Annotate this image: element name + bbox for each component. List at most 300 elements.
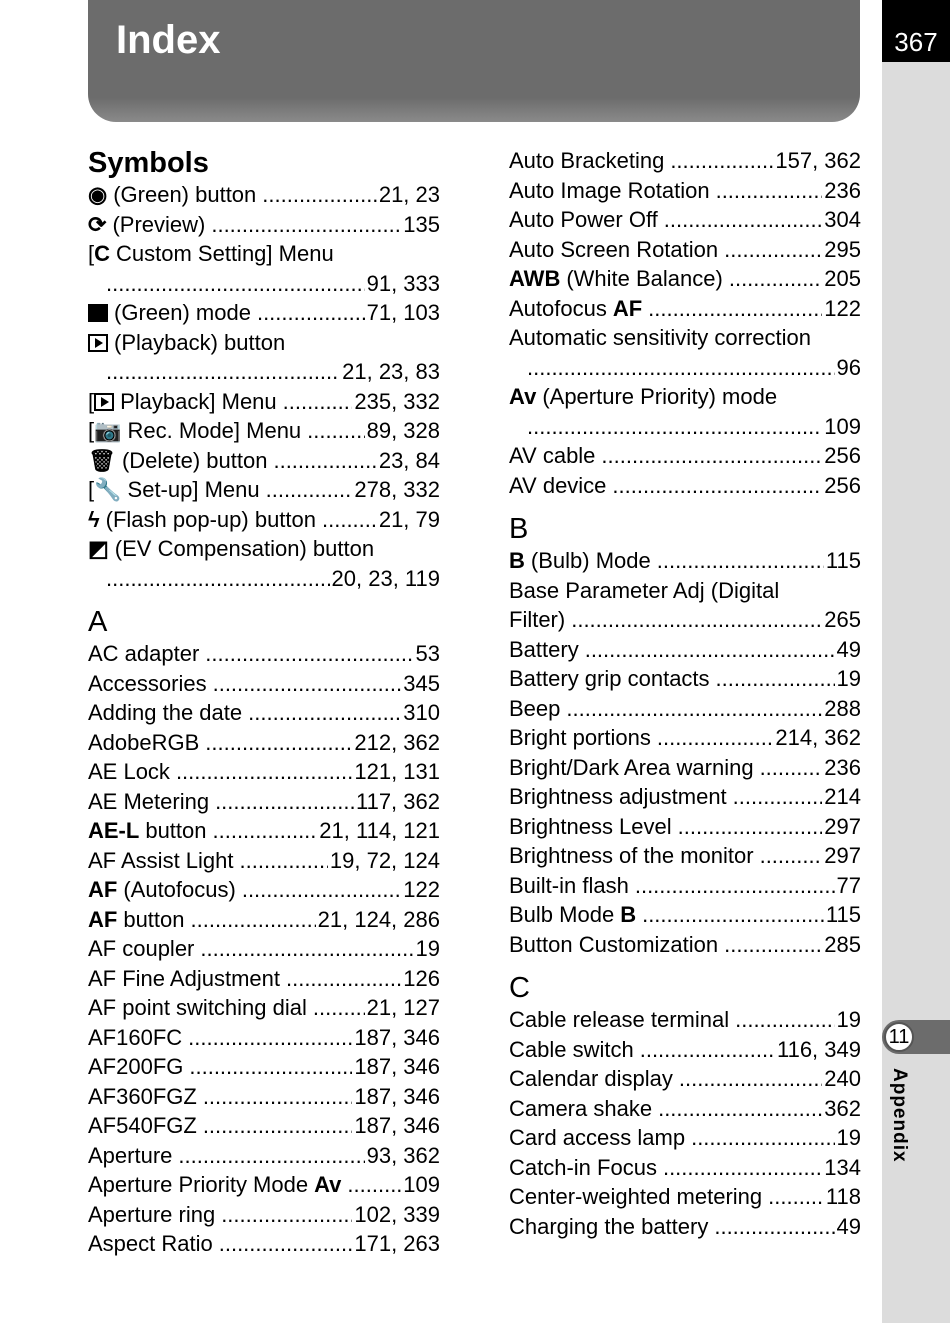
page-ref: 295 (824, 236, 861, 262)
page-ref: 19 (415, 936, 440, 961)
wrench-icon: 🔧 (94, 477, 122, 502)
leader-dots (642, 900, 824, 930)
leader-dots (691, 1123, 834, 1153)
leader-dots (612, 471, 822, 501)
chapter-label: Appendix (889, 1068, 910, 1163)
leader-dots (714, 1212, 834, 1242)
index-term: [ Playback] Menu (88, 388, 277, 414)
page-ref: 109 (824, 413, 861, 439)
preview-icon: ⟳ (88, 211, 107, 237)
page-ref: 187, 346 (354, 1113, 440, 1138)
index-entry (88, 505, 440, 535)
index-entry (88, 757, 440, 787)
leader-dots (205, 728, 352, 758)
bold-symbol: Av (314, 1172, 342, 1197)
page-number: 367 (882, 0, 950, 62)
page-ref: 212, 362 (354, 729, 440, 755)
index-term: AF360FGZ (88, 1083, 197, 1109)
leader-dots (273, 446, 376, 476)
leader-dots (635, 871, 835, 901)
index-term: 🗑 (Delete) button (88, 447, 268, 473)
leader-dots (240, 846, 328, 876)
c-list (509, 1005, 861, 1241)
index-term: ◩ (EV Compensation) button (88, 536, 375, 561)
page-ref: 310 (403, 700, 440, 725)
page-ref: 49 (836, 636, 861, 662)
index-entry (509, 294, 861, 324)
index-entry (88, 669, 440, 699)
index-entry (509, 353, 861, 383)
page-ref: 21, 127 (366, 995, 440, 1020)
index-entry (88, 846, 440, 876)
page-ref: 21, 124, 286 (317, 906, 440, 932)
page-ref: 20, 23, 119 (331, 565, 440, 591)
leader-dots (189, 1052, 352, 1082)
page-ref: 109 (403, 1172, 440, 1197)
page-ref: 236 (824, 177, 861, 203)
index-entry (88, 387, 440, 417)
page-title: Index (116, 18, 221, 62)
index-entry (509, 471, 861, 501)
index-entry (88, 357, 440, 387)
index-term: Auto Bracketing (509, 148, 665, 173)
index-term: AC adapter (88, 641, 200, 666)
index-term: Aperture ring (88, 1201, 216, 1227)
index-term: Brightness adjustment (509, 784, 727, 809)
leader-dots (200, 934, 413, 964)
index-term: Battery grip contacts (509, 666, 710, 691)
flash-icon: ϟ (88, 506, 100, 532)
index-term: AF point switching dial (88, 995, 307, 1020)
page-ref: 115 (825, 902, 861, 927)
index-term: Cable release terminal (509, 1007, 730, 1032)
leader-dots (724, 235, 822, 265)
leader-dots (658, 1094, 822, 1124)
page-ref: 236 (824, 754, 861, 780)
leader-dots (213, 669, 402, 699)
index-entry (88, 239, 440, 269)
leader-dots (106, 357, 340, 387)
leader-dots (248, 698, 401, 728)
index-entry (509, 264, 861, 294)
leader-dots (347, 1170, 401, 1200)
index-term: Center-weighted metering (509, 1184, 763, 1209)
leader-dots (678, 812, 823, 842)
leader-dots (176, 757, 352, 787)
index-entry (88, 180, 440, 210)
leader-dots (211, 210, 401, 240)
index-term: Auto Image Rotation (509, 177, 710, 203)
index-term: AutofocusAF (509, 294, 642, 324)
page-ref: 134 (824, 1154, 861, 1180)
index-term: Accessories (88, 670, 207, 696)
section-heading-symbols: Symbols (88, 147, 209, 179)
green-mode-icon (88, 300, 108, 325)
playback-box (94, 393, 114, 411)
index-entry (509, 1094, 861, 1124)
index-term: [C Custom Setting] Menu (88, 241, 334, 266)
page-ref: 297 (824, 843, 861, 868)
leader-dots (566, 694, 822, 724)
leader-dots (670, 146, 773, 176)
page-ref: 118 (825, 1184, 861, 1209)
page-ref: 77 (836, 872, 861, 898)
index-entry (88, 1052, 440, 1082)
index-term: Built-in flash (509, 872, 629, 898)
leader-dots (679, 1064, 822, 1094)
index-term: AF Assist Light (88, 847, 234, 873)
custom-setting-icon: C (94, 241, 111, 266)
index-term: AF200FG (88, 1054, 184, 1079)
index-entry (509, 753, 861, 783)
index-entry (509, 871, 861, 901)
index-term: Adding the date (88, 700, 243, 725)
index-entry (509, 694, 861, 724)
index-entry (88, 875, 440, 905)
page-ref: 21, 23, 83 (342, 359, 440, 384)
page-ref: 297 (824, 813, 861, 839)
leader-dots (648, 294, 822, 324)
left-column (88, 146, 440, 1259)
index-entry (509, 546, 861, 576)
page-ref: 256 (824, 472, 861, 498)
index-entry (88, 475, 440, 505)
bold-symbol: AF (612, 295, 643, 321)
index-term: Card access lamp (509, 1125, 686, 1150)
page-ref: 285 (824, 931, 861, 957)
index-term: Cable switch (509, 1036, 634, 1062)
index-term: [📷 Rec. Mode] Menu (88, 418, 302, 443)
page-ref: 126 (403, 965, 440, 991)
leader-dots (322, 505, 377, 535)
page-ref: 96 (836, 354, 861, 380)
index-term: Aperture Priority ModeAv (88, 1170, 341, 1200)
section-heading-a: A (88, 606, 108, 638)
leader-dots (106, 269, 365, 299)
leader-dots (760, 841, 823, 871)
leader-dots (286, 964, 401, 994)
index-term: AF button (88, 905, 185, 935)
leader-dots (527, 412, 822, 442)
leader-dots (571, 605, 822, 635)
index-entry (88, 534, 440, 564)
a-continued-list (509, 146, 861, 500)
trash-icon: 🗑 (88, 447, 116, 473)
index-term: Calendar display (509, 1066, 673, 1091)
a-list (88, 639, 440, 1259)
symbols-list (88, 180, 440, 593)
index-term: Brightness Level (509, 813, 672, 839)
leader-dots (716, 664, 835, 694)
leader-dots (191, 905, 316, 935)
index-entry (88, 1200, 440, 1230)
leader-dots (657, 723, 774, 753)
index-term: AdobeRGB (88, 729, 200, 755)
index-entry (509, 1212, 861, 1242)
page-ref: 116, 349 (776, 1036, 861, 1062)
page-ref: 240 (824, 1066, 861, 1091)
index-term: Beep (509, 695, 561, 721)
index-term: ◉ (Green) button (88, 182, 257, 207)
playback-icon (94, 389, 114, 414)
leader-dots (188, 1023, 352, 1053)
index-entry (88, 564, 440, 594)
page-ref: 187, 346 (354, 1083, 440, 1109)
index-term: ϟ (Flash pop-up) button (88, 506, 316, 532)
ev-compensation-icon: ◩ (88, 536, 109, 561)
index-entry (88, 934, 440, 964)
index-entry (509, 930, 861, 960)
leader-dots (716, 176, 823, 206)
leader-dots (585, 635, 835, 665)
index-entry (88, 993, 440, 1023)
page-ref: 157, 362 (775, 148, 861, 173)
leader-dots (242, 875, 401, 905)
page-ref: 115 (825, 548, 861, 573)
bold-symbol: AF (88, 877, 118, 902)
index-term: (Green) mode (88, 298, 251, 328)
green-mode-square (88, 304, 108, 322)
index-entry (88, 639, 440, 669)
index-term: Filter) (509, 607, 566, 632)
index-entry (509, 1123, 861, 1153)
leader-dots (724, 930, 822, 960)
index-term: Automatic sensitivity correction (509, 325, 811, 350)
index-entry (509, 235, 861, 265)
index-entry (509, 576, 861, 606)
page-ref: 19, 72, 124 (329, 847, 440, 873)
page-ref: 265 (824, 607, 861, 632)
leader-dots (262, 180, 377, 210)
index-term: AF Fine Adjustment (88, 965, 280, 991)
bold-symbol: Av (509, 384, 537, 409)
page-ref: 235, 332 (354, 388, 440, 414)
index-entry (509, 1182, 861, 1212)
index-entry (509, 605, 861, 635)
index-entry (509, 723, 861, 753)
page-ref: 171, 263 (354, 1231, 440, 1256)
leader-dots (178, 1141, 364, 1171)
index-term: Bulb ModeB (509, 900, 636, 930)
index-entry (88, 1082, 440, 1112)
index-term: Auto Power Off (509, 207, 658, 232)
index-entry (88, 787, 440, 817)
index-term: Catch-in Focus (509, 1154, 657, 1180)
index-entry (88, 728, 440, 758)
index-term: AF coupler (88, 936, 195, 961)
index-term: Battery (509, 636, 579, 662)
index-entry (509, 1035, 861, 1065)
leader-dots (664, 205, 823, 235)
green-button-icon: ◉ (88, 182, 108, 207)
page-ref: 205 (824, 266, 861, 291)
page-ref: 19 (836, 666, 861, 691)
page-ref: 102, 339 (354, 1201, 440, 1227)
index-term: AV device (509, 472, 607, 498)
index-entry (88, 964, 440, 994)
playback-box (88, 334, 108, 352)
page-ref: 21, 23 (378, 182, 440, 207)
leader-dots (657, 546, 824, 576)
index-term: (Playback) button (88, 328, 285, 358)
playback-triangle (95, 338, 103, 348)
leader-dots (213, 816, 318, 846)
index-entry (509, 205, 861, 235)
leader-dots (257, 298, 365, 328)
page-ref: 214, 362 (775, 725, 861, 750)
playback-icon (88, 330, 108, 355)
index-entry (509, 1153, 861, 1183)
page-ref: 89, 328 (366, 418, 440, 443)
index-entry (88, 328, 440, 358)
page-ref: 71, 103 (366, 300, 440, 325)
leader-dots (768, 1182, 824, 1212)
chapter-number: 11 (884, 1022, 914, 1052)
index-entry (509, 382, 861, 412)
leader-dots (219, 1229, 353, 1259)
camera-icon: 📷 (94, 418, 122, 443)
page-ref: 49 (836, 1213, 861, 1239)
index-entry (88, 1141, 440, 1171)
page-ref: 21, 79 (378, 506, 440, 532)
index-entry (88, 1229, 440, 1259)
page-ref: 362 (824, 1095, 861, 1121)
index-term: Av (Aperture Priority) mode (509, 382, 777, 412)
page-ref: 91, 333 (366, 270, 440, 296)
page-ref: 278, 332 (354, 477, 440, 502)
leader-dots (733, 782, 823, 812)
index-entry (88, 416, 440, 446)
leader-dots (283, 387, 353, 417)
index-term: AF (Autofocus) (88, 875, 236, 905)
header-bar (88, 0, 860, 122)
index-term: AV cable (509, 443, 596, 468)
leader-dots (729, 264, 822, 294)
section-heading-c: C (509, 972, 530, 1004)
index-entry (88, 905, 440, 935)
leader-dots (313, 993, 365, 1023)
index-term: AWB (White Balance) (509, 264, 723, 294)
index-entry (509, 812, 861, 842)
index-entry (88, 446, 440, 476)
index-term: ⟳ (Preview) (88, 211, 206, 237)
index-term: Charging the battery (509, 1213, 709, 1239)
bold-symbol: AWB (509, 266, 561, 291)
index-entry (509, 1005, 861, 1035)
index-entry (88, 1170, 440, 1200)
leader-dots (663, 1153, 822, 1183)
leader-dots (203, 1082, 353, 1112)
page-ref: 53 (415, 641, 440, 666)
index-entry (509, 900, 861, 930)
index-entry (88, 210, 440, 240)
index-entry (88, 816, 440, 846)
index-entry (88, 698, 440, 728)
index-entry (88, 1111, 440, 1141)
leader-dots (527, 353, 835, 383)
index-term: Auto Screen Rotation (509, 236, 719, 262)
bold-symbol: B (509, 548, 525, 573)
index-entry (509, 664, 861, 694)
index-term: Bright portions (509, 725, 651, 750)
index-entry (509, 782, 861, 812)
page-ref: 21, 114, 121 (319, 818, 440, 843)
leader-dots (221, 1200, 352, 1230)
index-term: AE Lock (88, 759, 170, 784)
index-entry (509, 412, 861, 442)
page-ref: 187, 346 (354, 1054, 440, 1079)
page-ref: 304 (824, 207, 861, 232)
page-ref: 288 (824, 695, 861, 721)
index-term: Button Customization (509, 931, 719, 957)
right-column (509, 146, 861, 1241)
page-ref: 214 (824, 784, 861, 809)
leader-dots (640, 1035, 775, 1065)
index-term: Aspect Ratio (88, 1231, 213, 1256)
page-ref: 19 (836, 1007, 861, 1032)
index-entry (509, 176, 861, 206)
leader-dots (307, 416, 364, 446)
page-ref: 93, 362 (366, 1142, 440, 1168)
leader-dots (205, 639, 413, 669)
leader-dots (203, 1111, 353, 1141)
index-term: [🔧 Set-up] Menu (88, 477, 260, 502)
leader-dots (106, 564, 330, 594)
b-list (509, 546, 861, 959)
index-entry (88, 269, 440, 299)
section-heading-b: B (509, 513, 529, 545)
bold-symbol: AF (88, 906, 118, 932)
index-term: B (Bulb) Mode (509, 546, 651, 576)
bold-symbol: B (620, 902, 637, 927)
index-term: AF160FC (88, 1024, 183, 1050)
index-term: AE Metering (88, 788, 210, 814)
leader-dots (601, 441, 822, 471)
page-ref: 23, 84 (378, 447, 440, 473)
index-term: Bright/Dark Area warning (509, 754, 754, 780)
index-term: Brightness of the monitor (509, 843, 754, 868)
index-term: Base Parameter Adj (Digital (509, 577, 780, 603)
page-ref: 19 (836, 1125, 861, 1150)
page-ref: 256 (824, 443, 861, 468)
playback-triangle (101, 397, 109, 407)
index-term: AE-L button (88, 816, 207, 846)
bold-symbol: AE-L (88, 818, 140, 843)
page-ref: 122 (403, 877, 440, 902)
index-term: AF540FGZ (88, 1113, 197, 1138)
index-entry (509, 841, 861, 871)
leader-dots (735, 1005, 834, 1035)
page-ref: 121, 131 (354, 759, 440, 784)
index-entry (509, 441, 861, 471)
page-ref: 117, 362 (355, 788, 440, 814)
page-ref: 122 (824, 295, 861, 321)
index-entry (509, 1064, 861, 1094)
index-term: Camera shake (509, 1095, 653, 1121)
index-entry (88, 298, 440, 328)
leader-dots (215, 787, 354, 817)
page-ref: 187, 346 (354, 1024, 440, 1050)
index-entry (509, 635, 861, 665)
index-entry (88, 1023, 440, 1053)
leader-dots (760, 753, 823, 783)
page-ref: 135 (403, 211, 440, 237)
index-entry (509, 323, 861, 353)
index-term: Aperture (88, 1142, 173, 1168)
index-entry (509, 146, 861, 176)
leader-dots (266, 475, 353, 505)
page-ref: 345 (403, 670, 440, 696)
